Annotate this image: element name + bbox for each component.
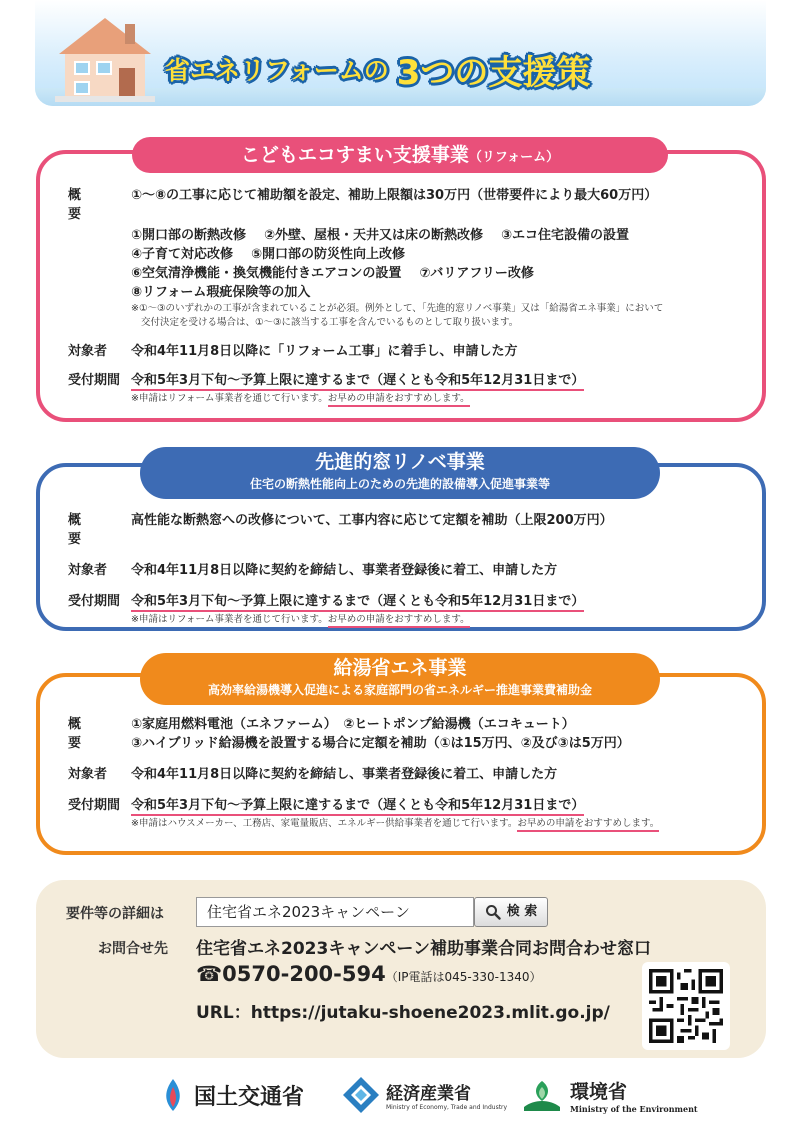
- kyuto-overview-row: [68, 715, 742, 753]
- mado-period-row: [68, 592, 742, 611]
- meti-name: 経済産業省: [386, 1084, 471, 1104]
- kyuto-target-row: [68, 765, 742, 784]
- kodomo-title-suffix: （リフォーム）: [468, 150, 560, 165]
- mlit-logo: [160, 1072, 304, 1118]
- banner-title-part1: 省エネリフォームの: [165, 56, 389, 85]
- kyuto-title-pill: [140, 653, 660, 705]
- qr-code: [642, 962, 730, 1050]
- phone-line: [196, 962, 542, 986]
- banner-title: [165, 46, 590, 92]
- kyuto-subtitle: 高効率給湯機導入促進による家庭部門の省エネルギー推進事業費補助金: [207, 683, 592, 697]
- website-url[interactable]: URL：https://jutaku-shoene2023.mlit.go.jp/: [196, 1003, 610, 1023]
- kodomo-card: [36, 150, 766, 422]
- kyuto-overview-2: ③ハイブリッド給湯機を設置する場合に定額を補助（①は15万円、②及び③は5万円）: [131, 736, 630, 751]
- kodomo-period: 令和5年3月下旬〜予算上限に達するまで（遅くとも令和5年12月31日まで）: [131, 373, 584, 391]
- header-banner: [35, 0, 766, 106]
- list-item: ⑥空気清浄機能・換気機能付きエアコンの設置 ⑦バリアフリー改修: [131, 266, 534, 281]
- kodomo-title: こどもエコすまい支援事業: [240, 144, 469, 166]
- kyuto-period-note: ※申請はハウスメーカー、工務店、家電量販店、エネルギー供給事業者を通じて行います。お早めの申請をおすすめします。: [131, 817, 742, 831]
- search-button-label: 検 索: [506, 904, 538, 919]
- mado-overview: 高性能な断熱窓への改修について、工事内容に応じて定額を補助（上限200万円）: [131, 513, 613, 528]
- kodomo-target-row: [68, 342, 742, 361]
- kyuto-target-label: 対象者: [68, 767, 108, 782]
- kodomo-item-list: [131, 226, 742, 330]
- kodomo-period-row: [68, 371, 742, 390]
- kodomo-note-2: 交付決定を受ける場合は、①〜③に該当する工事を含んでいるものとして取り扱います。: [141, 317, 519, 328]
- meti-logo: [342, 1072, 507, 1118]
- house-illustration: [55, 12, 155, 102]
- kyuto-target: 令和4年11月8日以降に契約を締結し、事業者登録後に着工、申請した方: [131, 767, 558, 782]
- kodomo-period-label: 受付期間: [68, 373, 121, 388]
- kodomo-note-1: ※①〜③のいずれかの工事が含まれていることが必須。例外として、「先進的窓リノベ事業」又は「給湯省エネ事業」において: [131, 303, 664, 314]
- phone-ip: （IP電話は045-330-1340）: [385, 970, 542, 984]
- kyuto-overview-label: 概 要: [68, 717, 94, 751]
- mado-target-row: [68, 561, 742, 580]
- meti-emblem-icon: [342, 1076, 380, 1114]
- kodomo-period-note: ※申請はリフォーム事業者を通じて行います。お早めの申請をおすすめします。: [131, 392, 742, 406]
- banner-title-part2: 3つの支援策: [396, 52, 591, 93]
- mado-overview-row: [68, 511, 742, 549]
- list-item: ④子育て対応改修 ⑤開口部の防災性向上改修: [131, 247, 406, 262]
- search-input[interactable]: 住宅省エネ2023キャンペーン: [196, 897, 474, 927]
- mlit-name: 国土交通省: [194, 1084, 305, 1110]
- env-name-en: Ministry of the Environment: [570, 1103, 698, 1114]
- mado-overview-label: 概 要: [68, 513, 94, 547]
- kyuto-period-row: [68, 796, 742, 815]
- kodomo-target-label: 対象者: [68, 344, 108, 359]
- kodomo-overview-label: 概 要: [68, 188, 94, 222]
- contact-label: お問合せ先: [98, 941, 168, 957]
- kodomo-target: 令和4年11月8日以降に「リフォーム工事」に着手し、申請した方: [131, 344, 518, 359]
- mado-period-label: 受付期間: [68, 594, 121, 609]
- kodomo-title-pill: [132, 137, 668, 173]
- mado-title: 先進的窓リノベ事業: [315, 451, 485, 473]
- mado-title-pill: [140, 447, 660, 499]
- kodomo-overview-row: [68, 186, 742, 224]
- list-item: ①開口部の断熱改修 ②外壁、屋根・天井又は床の断熱改修 ③エコ住宅設備の設置: [131, 228, 630, 243]
- search-icon: [485, 904, 501, 920]
- mado-period-note: ※申請はリフォーム事業者を通じて行います。お早めの申請をおすすめします。: [131, 613, 742, 627]
- mado-target-label: 対象者: [68, 563, 108, 578]
- mado-target: 令和4年11月8日以降に契約を締結し、事業者登録後に着工、申請した方: [131, 563, 558, 578]
- kyuto-period-label: 受付期間: [68, 798, 121, 813]
- list-item: ⑧リフォーム瑕疵保険等の加入: [131, 285, 311, 300]
- details-label: 要件等の詳細は: [66, 906, 164, 922]
- kyuto-title: 給湯省エネ事業: [333, 657, 467, 679]
- qr-code-icon: [649, 969, 723, 1043]
- meti-name-en: Ministry of Economy, Trade and Industry: [386, 1104, 508, 1111]
- env-emblem-icon: [520, 1077, 564, 1113]
- kodomo-overview: ①〜⑧の工事に応じて補助額を設定、補助上限額は30万円（世帯要件により最大60万円）: [131, 188, 658, 203]
- env-logo: [520, 1072, 698, 1118]
- phone-number: 0570-200-594: [222, 962, 386, 986]
- contact-name: 住宅省エネ2023キャンペーン補助事業合同お問合わせ窓口: [196, 939, 651, 959]
- env-name: 環境省: [570, 1080, 628, 1103]
- mlit-emblem-icon: [160, 1077, 186, 1113]
- mado-period: 令和5年3月下旬〜予算上限に達するまで（遅くとも令和5年12月31日まで）: [131, 594, 584, 612]
- kyuto-overview-1: ①家庭用燃料電池（エネファーム） ②ヒートポンプ給湯機（エコキュート）: [131, 717, 575, 732]
- info-box: [36, 880, 766, 1058]
- search-button[interactable]: [474, 897, 548, 927]
- phone-icon: ☎: [196, 962, 223, 986]
- kyuto-period: 令和5年3月下旬〜予算上限に達するまで（遅くとも令和5年12月31日まで）: [131, 798, 584, 816]
- mado-subtitle: 住宅の断熱性能向上のための先進的設備導入促進事業等: [249, 477, 550, 491]
